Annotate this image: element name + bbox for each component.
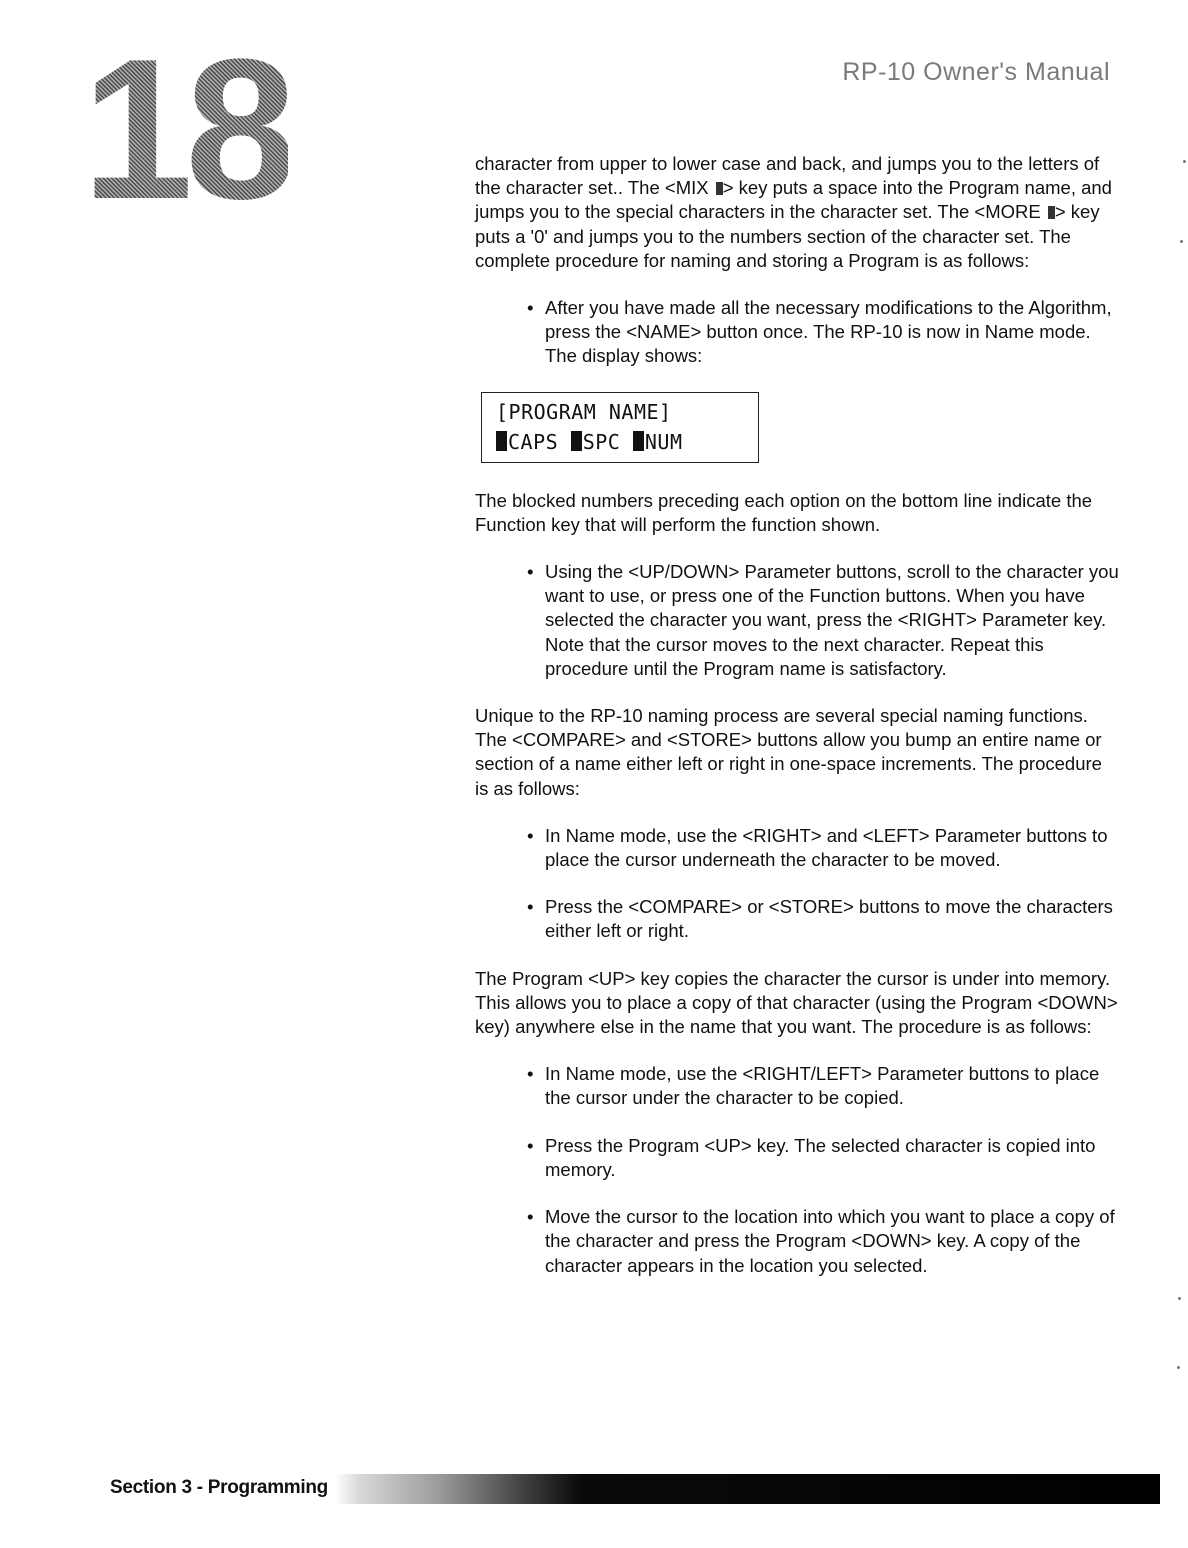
function-key-box-icon (716, 182, 723, 195)
scan-speck (1178, 1297, 1181, 1300)
bullet-item: • Move the cursor to the location into which you want to place a copy of the character and press the Program <DOWN> key. A copy of the character appears in the location you selected. (527, 1206, 1115, 1276)
function-key-1-icon (496, 431, 507, 451)
function-key-box-icon (1048, 206, 1055, 219)
bullet-dot-icon: • (527, 561, 534, 583)
bullet-item: • Using the <UP/DOWN> Parameter buttons, scroll to the character you want to use, or press one of the Function buttons. When you have selected the character you want, press the <RIGHT> Parameter key. Note that the cursor moves to the next character. Repeat this procedure until the Program name is satisfactory. (527, 561, 1119, 679)
bullet-dot-icon: • (527, 297, 534, 319)
lcd-line-2: CAPS SPC NUM (496, 430, 683, 454)
scan-speck (1180, 240, 1183, 243)
lcd-line-1: [PROGRAM NAME] (496, 399, 672, 424)
scan-speck (1177, 1366, 1180, 1369)
body-content (475, 152, 1120, 1301)
paragraph-program-up: The Program <UP> key copies the character the cursor is under into memory. This allows you to place a copy of that character (using the Program <DOWN> key) anywhere else in the name that you want. The procedure is as follows: (475, 967, 1118, 1038)
bullet-item: • Press the <COMPARE> or <STORE> buttons to move the characters either left or right. (527, 896, 1113, 942)
scan-speck (1183, 160, 1186, 163)
running-header: RP-10 Owner's Manual (842, 58, 1110, 86)
intro-paragraph: character from upper to lower case and back, and jumps you to the letters of the character set.. The <MIX > key puts a space into the Program name, and jumps you to the special characters in the character set. The <MORE > key puts a '0' and jumps you to the numbers section of the character set. The complete procedure for naming and storing a Program is as follows: (475, 153, 1112, 271)
bullet-dot-icon: • (527, 896, 534, 918)
bullet-item: • After you have made all the necessary modifications to the Algorithm, press the <NAME> button once. The RP-10 is now in Name mode. The display shows: (527, 297, 1112, 367)
function-key-2-icon (571, 431, 582, 451)
function-key-3-icon (633, 431, 644, 451)
bullet-dot-icon: • (527, 824, 534, 846)
lcd-display (481, 392, 759, 463)
paragraph-blocked-numbers: The blocked numbers preceding each option on the bottom line indicate the Function key that will perform the function shown. (475, 489, 1093, 535)
paragraph-unique-naming: Unique to the RP-10 naming process are several special naming functions. The <COMPARE> and <STORE> buttons allow you bump an entire name or section of a name either left or right in one-space increments. The procedure is as follows: (475, 705, 1102, 799)
page-number: 18 (82, 18, 289, 241)
bullet-dot-icon: • (527, 1134, 534, 1156)
footer-section-label: Section 3 - Programming (110, 1477, 328, 1498)
bullet-item: • Press the Program <UP> key. The selected character is copied into memory. (527, 1134, 1096, 1180)
bullet-dot-icon: • (527, 1063, 534, 1085)
bullet-dot-icon: • (527, 1206, 534, 1228)
bullet-item: • In Name mode, use the <RIGHT> and <LEFT> Parameter buttons to place the cursor underneath the character to be moved. (527, 824, 1108, 871)
bullet-item: • In Name mode, use the <RIGHT/LEFT> Parameter buttons to place the cursor under the character to be copied. (527, 1063, 1100, 1109)
